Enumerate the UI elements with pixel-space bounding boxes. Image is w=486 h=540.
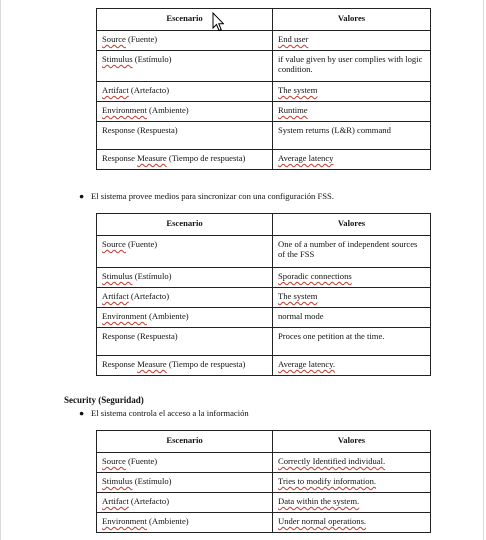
scenario-rest: (Fuente)	[125, 239, 158, 249]
value-text: End user	[278, 34, 309, 44]
table-row	[97, 82, 431, 102]
bullet-item	[79, 191, 334, 201]
scenario-rest: (Fuente)	[125, 34, 158, 44]
scenario-cell	[97, 51, 273, 82]
table-row	[97, 51, 431, 82]
value-text: Average latency	[278, 153, 334, 163]
scenario-term: Stimulus	[102, 54, 133, 64]
bullet-icon: ●	[79, 408, 85, 418]
table-row	[97, 453, 431, 473]
table-row	[97, 236, 431, 268]
value-text: normal mode	[278, 311, 324, 321]
value-text: One of a number of independent sources of the FSS	[278, 239, 418, 260]
scenario-term: Environment	[102, 311, 147, 321]
mouse-pointer-icon	[212, 12, 224, 32]
scenario-cell	[97, 150, 273, 170]
table-row	[97, 308, 431, 328]
scenario-term: Artifact	[102, 291, 129, 301]
value-cell	[273, 150, 431, 170]
value-cell	[273, 493, 431, 513]
table-row	[97, 288, 431, 308]
value-text: Data within the system.	[278, 496, 360, 506]
bullet-icon: ●	[79, 191, 85, 201]
table-header-row	[97, 431, 431, 453]
scenario-rest: (Ambiente)	[146, 516, 189, 526]
scenario-cell	[97, 308, 273, 328]
value-cell	[273, 356, 431, 376]
scenario-rest: (Estímulo)	[132, 54, 172, 64]
scenario-cell	[97, 493, 273, 513]
scenario-cell	[97, 356, 273, 376]
scenario-rest: (Artefacto)	[128, 496, 170, 506]
scenario-cell	[97, 122, 273, 150]
scenario-rest: (Ambiente)	[146, 105, 189, 115]
scenario-cell	[97, 82, 273, 102]
table-header-row	[97, 214, 431, 236]
value-text: Average latency.	[278, 359, 336, 369]
table-row	[97, 31, 431, 51]
scenario-rest: (Estímulo)	[132, 271, 172, 281]
scenario-cell	[97, 236, 273, 268]
header-escenario: Escenario	[97, 431, 273, 453]
value-cell	[273, 513, 431, 533]
scenario-cell	[97, 31, 273, 51]
scenario-rest: (Tiempo de respuesta)	[166, 359, 246, 369]
value-cell	[273, 122, 431, 150]
scenario-term: Stimulus	[102, 476, 133, 486]
scenario-rest: (Artefacto)	[128, 85, 170, 95]
value-text: Runtime	[278, 105, 308, 115]
scenario-cell	[97, 102, 273, 122]
quality-scenario-table-3	[96, 430, 431, 533]
scenario-cell	[97, 473, 273, 493]
quality-scenario-table-1	[96, 8, 431, 170]
table-row	[97, 513, 431, 533]
value-cell	[273, 288, 431, 308]
scenario-pre: Response	[102, 153, 138, 163]
scenario-term: Source	[102, 239, 126, 249]
value-text: The system	[278, 85, 318, 95]
header-valores: Valores	[273, 9, 431, 31]
scenario-term: Source	[102, 456, 126, 466]
value-text: Under normal operations.	[278, 516, 367, 526]
scenario-rest: (Ambiente)	[146, 311, 189, 321]
bullet-item	[79, 408, 249, 418]
scenario-rest: (Tiempo de respuesta)	[166, 153, 246, 163]
value-text: Correctly Identified individual.	[278, 456, 386, 466]
value-cell	[273, 453, 431, 473]
value-cell	[273, 51, 431, 82]
scenario-term: Measure	[137, 359, 167, 369]
value-cell	[273, 328, 431, 356]
header-escenario: Escenario	[97, 214, 273, 236]
scenario-rest: (Artefacto)	[128, 291, 170, 301]
value-cell	[273, 236, 431, 268]
value-text: The system	[278, 291, 318, 301]
bullet-text: El sistema controla el acceso a la información	[91, 408, 249, 418]
scenario-cell	[97, 268, 273, 288]
scenario-rest: Response (Respuesta)	[102, 331, 178, 341]
table-header-row	[97, 9, 431, 31]
value-text: Sporadic connections	[278, 271, 352, 281]
table-row	[97, 473, 431, 493]
value-cell	[273, 268, 431, 288]
scenario-term: Stimulus	[102, 271, 133, 281]
scenario-cell	[97, 453, 273, 473]
quality-scenario-table-2	[96, 213, 431, 376]
scenario-rest: (Fuente)	[125, 456, 158, 466]
scenario-pre: Response	[102, 359, 138, 369]
scenario-rest: Response (Respuesta)	[102, 125, 178, 135]
header-valores: Valores	[273, 431, 431, 453]
table-row	[97, 268, 431, 288]
scenario-term: Environment	[102, 516, 147, 526]
table-row	[97, 150, 431, 170]
scenario-term: Artifact	[102, 496, 129, 506]
value-text: System returns (L&R) command	[278, 125, 391, 135]
scenario-term: Artifact	[102, 85, 129, 95]
table-row	[97, 493, 431, 513]
table-row	[97, 328, 431, 356]
value-cell	[273, 308, 431, 328]
scenario-cell	[97, 328, 273, 356]
scenario-cell	[97, 513, 273, 533]
value-text: Tries to modify information.	[278, 476, 377, 486]
value-text: Proces one petition at the time.	[278, 331, 385, 341]
header-valores: Valores	[273, 214, 431, 236]
scenario-cell	[97, 288, 273, 308]
scenario-term: Environment	[102, 105, 147, 115]
scenario-rest: (Estímulo)	[132, 476, 172, 486]
value-cell	[273, 473, 431, 493]
value-cell	[273, 31, 431, 51]
table-row	[97, 122, 431, 150]
scenario-term: Source	[102, 34, 126, 44]
section-heading: Security (Seguridad)	[64, 395, 144, 405]
value-text: if value given by user complies with logic condition.	[278, 54, 423, 75]
value-cell	[273, 82, 431, 102]
scenario-term: Measure	[137, 153, 167, 163]
value-cell	[273, 102, 431, 122]
table-row	[97, 356, 431, 376]
bullet-text: El sistema provee medios para sincronizar con una configuración FSS.	[91, 191, 334, 201]
table-row	[97, 102, 431, 122]
header-escenario: Escenario	[97, 9, 273, 31]
